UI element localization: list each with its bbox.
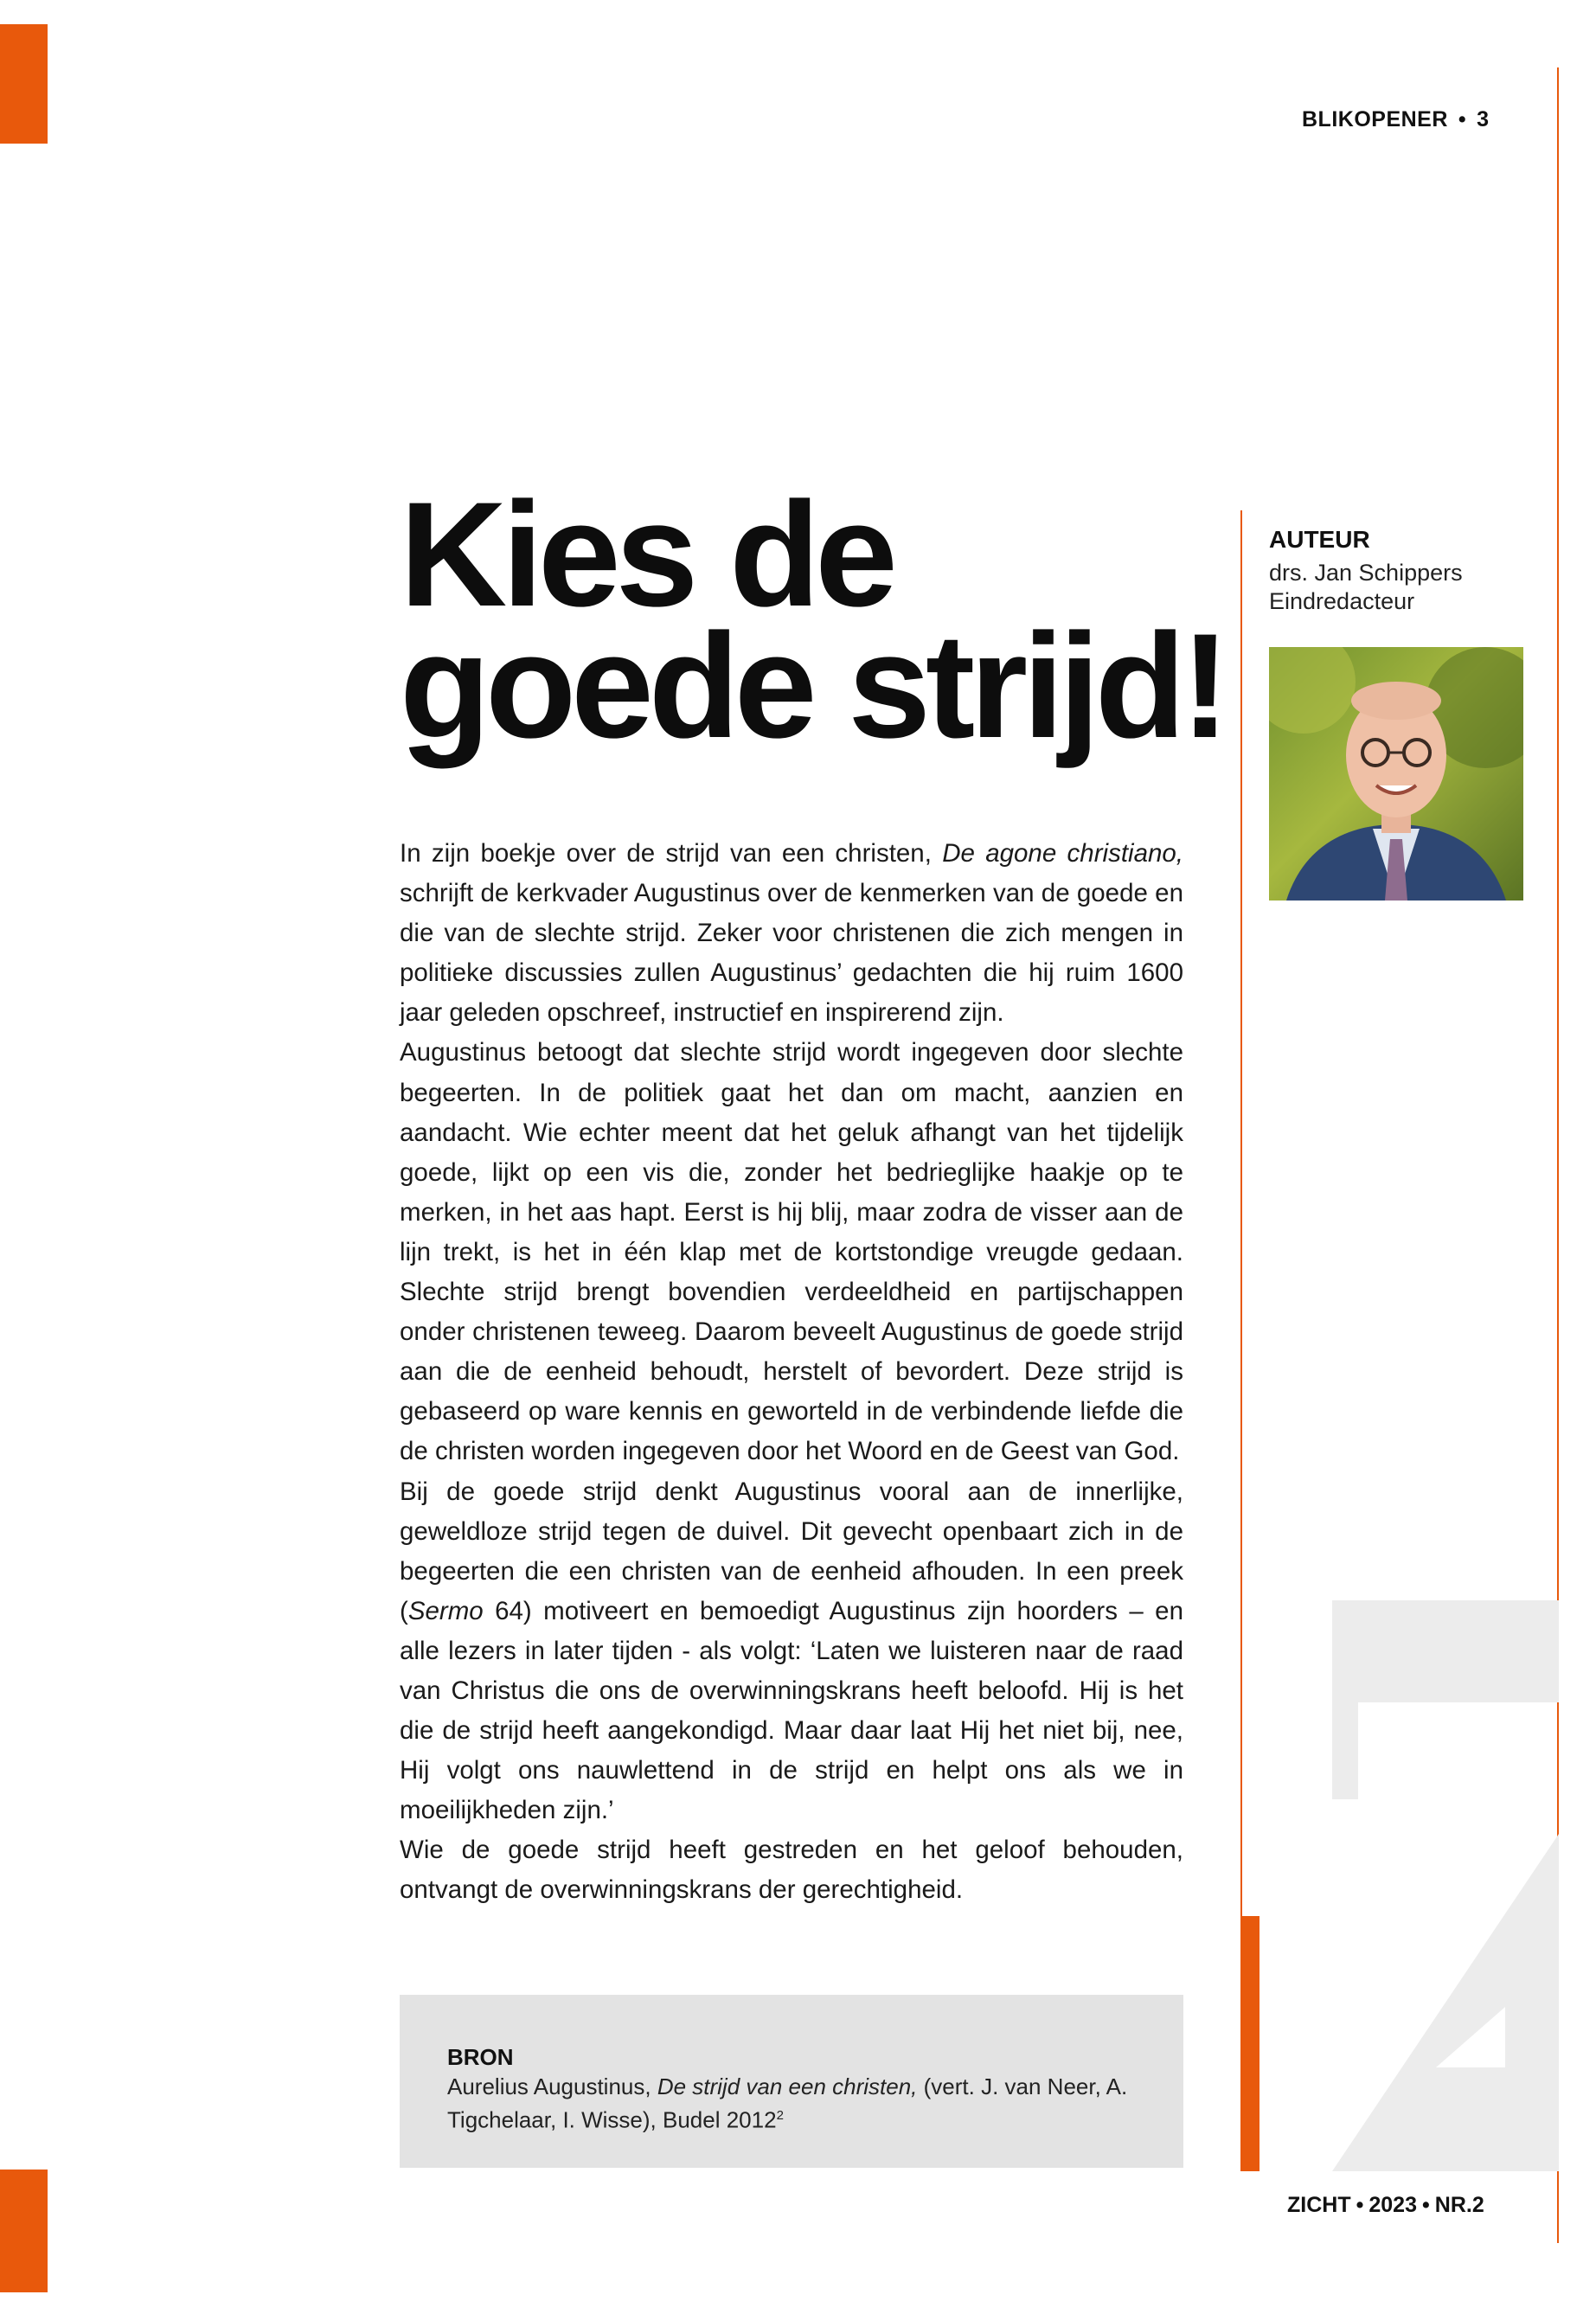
top-accent-tab <box>0 24 48 144</box>
paragraph-1-text-b: schrijft de kerkvader Augustinus over de kenmerken van de goede en die van de slechte strijd. Zeker voor christenen die zich mengen in politieke discussies zullen Augustinus’ gedachten die hij ruim 1600 jaar geleden opschreef, instructief en inspirerend zijn. <box>400 879 1183 1028</box>
source-label: BRON <box>447 2044 514 2070</box>
author-portrait <box>1269 647 1523 901</box>
author-name: drs. Jan Schippers <box>1269 560 1463 586</box>
decorative-z-shape <box>1332 1600 1559 2171</box>
paragraph-1 <box>400 834 1183 1033</box>
column-divider-rule <box>1240 510 1242 1916</box>
source-book-title: De strijd van een christen, <box>657 2073 918 2099</box>
source-edition: 2 <box>776 2108 784 2123</box>
bottom-accent-tab <box>0 2170 48 2292</box>
paragraph-4: Wie de goede strijd heeft gestreden en het geloof behouden, ontvangt de overwinningskrans der gerechtigheid. <box>400 1836 1183 1905</box>
issue-year: 2023 <box>1368 2193 1417 2217</box>
running-header <box>1302 107 1490 132</box>
z-shape-top-bar <box>1332 1600 1559 1702</box>
paragraph-1-italic: De agone christiano, <box>942 839 1183 868</box>
paragraph-3 <box>400 1472 1183 1831</box>
article-body <box>400 834 1183 1911</box>
author-role: Eindredacteur <box>1269 588 1415 614</box>
article-title <box>400 471 1230 769</box>
paragraph-2: Augustinus betoogt dat slechte strijd wordt ingegeven door slechte begeerten. In de politiek gaat het dan om macht, aanzien en aandacht. Wie echter meent dat het geluk afhangt van het tijdelijk goede, lijkt op een vis die, zonder het bedrieglijke haakje op te merken, in het aas hapt. Eerst is hij blij, maar zodra de visser aan de lijn trekt, is het in één klap met de kortstondige vreugde gedaan. Slechte strijd brengt bovendien verdeeldheid en partijschappen onder christenen teweeg. Daarom beveelt Augustinus de goede strijd aan die de eenheid behoudt, herstelt of bevordert. Deze strijd is gebaseerd op ware kennis en geworteld in de verbindende liefde die de christen worden ingegeven door het Woord en de Geest van God. <box>400 1038 1183 1466</box>
portrait-illustration <box>1269 647 1523 901</box>
author-label: AUTEUR <box>1269 526 1370 553</box>
title-line-2: goede strijd! <box>400 603 1226 769</box>
section-name: BLIKOPENER <box>1302 107 1448 131</box>
source-text-b: (vert. J. van Neer, A. Tigchelaar, I. Wisse), Budel 2012 <box>447 2073 1128 2133</box>
running-footer <box>1287 2193 1484 2218</box>
z-shape-diagonal <box>1332 1834 1559 2171</box>
footer-separator-1: • <box>1356 2193 1364 2217</box>
title-line-1: Kies de <box>400 471 893 638</box>
page-number: 3 <box>1477 107 1490 131</box>
issue-number: NR.2 <box>1434 2193 1484 2217</box>
source-citation <box>447 2073 1157 2135</box>
paragraph-3-text-a: Bij de goede strijd denkt Augustinus vooral aan de innerlijke, geweldloze strijd tegen de duivel. Dit gevecht openbaart zich in de begeerten die een christen van de eenheid afhouden. In een preek ( <box>400 1477 1183 1625</box>
paragraph-1-text-a: In zijn boekje over de strijd van een christen, <box>400 839 943 868</box>
header-separator: • <box>1458 107 1467 131</box>
magazine-name: ZICHT <box>1287 2193 1351 2217</box>
z-shape-stem <box>1332 1702 1358 1799</box>
source-text-a: Aurelius Augustinus, <box>447 2073 657 2099</box>
paragraph-3-text-b: 64) motiveert en bemoedigt Augustinus zijn hoorders – en alle lezers in later tijden - als volgt: ‘Laten we luisteren naar de raad van Christus die ons de overwinningskrans heeft beloofd. Hij is het die de strijd heeft aangekondigd. Maar daar laat Hij het niet bij, nee, Hij volgt ons nauwlettend in de strijd en helpt ons als we in moeilijkheden zijn.’ <box>400 1596 1183 1825</box>
paragraph-3-italic: Sermo <box>407 1596 484 1625</box>
footer-separator-2: • <box>1422 2193 1430 2217</box>
column-divider-accent <box>1240 1916 1259 2171</box>
